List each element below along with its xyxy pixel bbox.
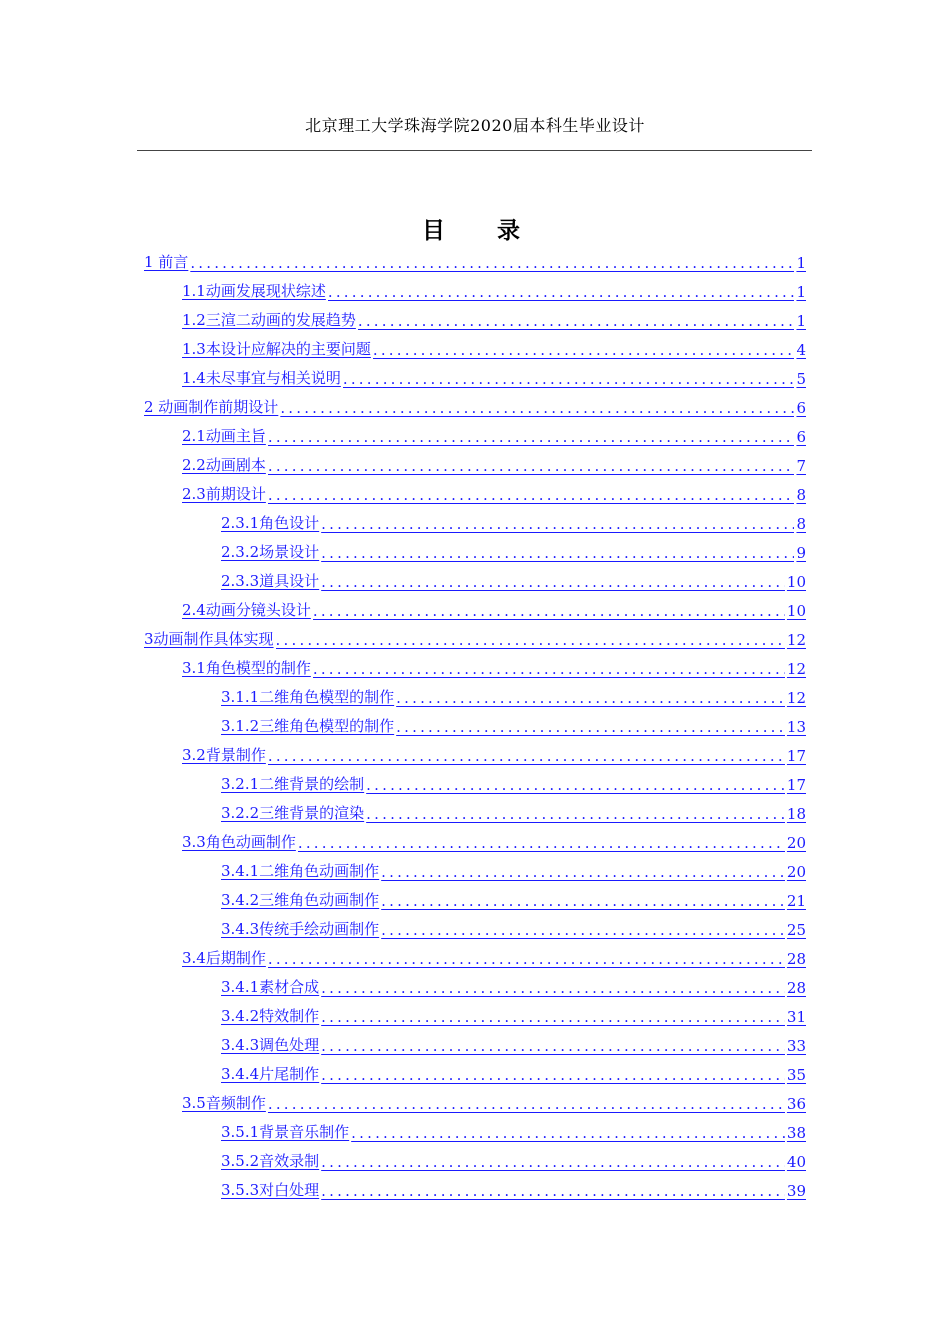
- toc-leader: [381, 863, 785, 881]
- toc-entry-page: 28: [786, 979, 806, 997]
- toc-leader: [268, 428, 795, 446]
- toc-entry-page: 9: [796, 544, 806, 562]
- toc-leader: [321, 1037, 785, 1055]
- toc-entry[interactable]: [182, 828, 806, 852]
- toc-entry-label: 3.5.1背景音乐制作: [221, 1123, 350, 1141]
- toc-entry[interactable]: [221, 1118, 806, 1142]
- toc-entry[interactable]: [182, 364, 806, 388]
- toc-entry-label: 3.4.2特效制作: [221, 1007, 320, 1025]
- toc-entry[interactable]: [182, 277, 806, 301]
- toc-entry-label: 3.5.3对白处理: [221, 1181, 320, 1199]
- toc-entry[interactable]: [221, 799, 806, 823]
- toc-leader: [268, 1095, 785, 1113]
- toc-entry-page: 10: [786, 602, 806, 620]
- toc-entry-label: 3.4.3调色处理: [221, 1036, 320, 1054]
- toc-entry-page: 17: [786, 776, 806, 794]
- toc-entry[interactable]: [182, 596, 806, 620]
- toc-leader: [373, 341, 795, 359]
- toc-entry[interactable]: [221, 857, 806, 881]
- toc-entry-page: 8: [796, 486, 806, 504]
- toc-entry[interactable]: [221, 683, 806, 707]
- toc-entry-page: 7: [796, 457, 806, 475]
- toc-entry-label: 2.3.3道具设计: [221, 572, 320, 590]
- toc-entry[interactable]: [182, 422, 806, 446]
- toc-entry-label: 3.2.2三维背景的渲染: [221, 804, 365, 822]
- toc-leader: [298, 834, 785, 852]
- page-title: 目 录: [421, 217, 542, 244]
- toc-entry-page: 38: [786, 1124, 806, 1142]
- toc-leader: [396, 689, 785, 707]
- toc-entry-label: 3.4后期制作: [182, 949, 266, 967]
- toc-entry[interactable]: [221, 973, 806, 997]
- toc-entry-page: 31: [786, 1008, 806, 1026]
- toc-entry-page: 12: [786, 660, 806, 678]
- toc-entry-page: 36: [786, 1095, 806, 1113]
- toc-entry-page: 10: [786, 573, 806, 591]
- toc-entry[interactable]: [182, 741, 806, 765]
- toc-entry-page: 4: [796, 341, 806, 359]
- toc-entry-label: 3.5.2音效录制: [221, 1152, 320, 1170]
- toc-entry-page: 21: [786, 892, 806, 910]
- toc-entry-page: 12: [786, 689, 806, 707]
- toc-leader: [313, 660, 785, 678]
- toc-entry[interactable]: [182, 335, 806, 359]
- toc-entry-label: 3.2背景制作: [182, 746, 266, 764]
- toc-leader: [321, 1182, 785, 1200]
- toc-entry-page: 25: [786, 921, 806, 939]
- toc-leader: [190, 254, 794, 272]
- toc-entry[interactable]: [144, 393, 806, 417]
- toc-entry-label: 1.2三渲二动画的发展趋势: [182, 311, 356, 329]
- toc-entry-page: 28: [786, 950, 806, 968]
- toc-entry-label: 3.1.1二维角色模型的制作: [221, 688, 395, 706]
- toc-entry-page: 8: [796, 515, 806, 533]
- toc-entry-label: 3.1角色模型的制作: [182, 659, 311, 677]
- toc-leader: [321, 1066, 785, 1084]
- toc-entry-page: 13: [786, 718, 806, 736]
- toc-entry-page: 35: [786, 1066, 806, 1084]
- toc-entry-label: 3.2.1二维背景的绘制: [221, 775, 365, 793]
- toc-leader: [321, 573, 785, 591]
- toc-entry-page: 1: [796, 312, 806, 330]
- toc-leader: [396, 718, 785, 736]
- toc-entry[interactable]: [221, 538, 806, 562]
- toc-entry-page: 17: [786, 747, 806, 765]
- header-divider: [137, 150, 812, 151]
- toc-entry[interactable]: [221, 886, 806, 910]
- toc-entry-page: 18: [786, 805, 806, 823]
- toc-entry-label: 3.4.2三维角色动画制作: [221, 891, 380, 909]
- toc-entry[interactable]: [221, 712, 806, 736]
- toc-entry[interactable]: [221, 770, 806, 794]
- toc-leader: [321, 515, 794, 533]
- toc-entry[interactable]: [182, 306, 806, 330]
- toc-entry-page: 20: [786, 834, 806, 852]
- toc-entry[interactable]: [221, 1002, 806, 1026]
- toc-leader: [268, 486, 795, 504]
- toc-entry-label: 2.3前期设计: [182, 485, 266, 503]
- toc-leader: [321, 1153, 785, 1171]
- toc-leader: [276, 631, 785, 649]
- toc-entry-label: 2 动画制作前期设计: [144, 398, 279, 416]
- toc-entry-page: 20: [786, 863, 806, 881]
- toc-leader: [366, 805, 785, 823]
- toc-entry-label: 2.4动画分镜头设计: [182, 601, 311, 619]
- toc-entry[interactable]: [221, 915, 806, 939]
- toc-entry[interactable]: [221, 1147, 806, 1171]
- toc-entry-label: 3.4.1素材合成: [221, 978, 320, 996]
- toc-entry-label: 1.1动画发展现状综述: [182, 282, 326, 300]
- toc-leader: [321, 979, 785, 997]
- toc-entry-label: 3.4.3传统手绘动画制作: [221, 920, 380, 938]
- toc-entry-label: 2.2动画剧本: [182, 456, 266, 474]
- toc-entry-page: 5: [796, 370, 806, 388]
- toc-entry-page: 33: [786, 1037, 806, 1055]
- toc-leader: [268, 950, 785, 968]
- toc-entry[interactable]: [221, 1176, 806, 1200]
- toc-entry-label: 1.4未尽事宜与相关说明: [182, 369, 341, 387]
- toc-entry[interactable]: [221, 1031, 806, 1055]
- toc-entry[interactable]: [221, 509, 806, 533]
- toc-entry[interactable]: [144, 625, 806, 649]
- toc-entry-label: 3.5音频制作: [182, 1094, 266, 1112]
- toc-entry[interactable]: [182, 1089, 806, 1113]
- toc-entry-label: 2.1动画主旨: [182, 427, 266, 445]
- toc-leader: [381, 921, 785, 939]
- toc-entry-page: 1: [796, 254, 806, 272]
- toc-entry-page: 39: [786, 1182, 806, 1200]
- toc-leader: [351, 1124, 785, 1142]
- toc-entry-label: 2.3.1角色设计: [221, 514, 320, 532]
- toc-leader: [268, 747, 785, 765]
- toc-leader: [313, 602, 785, 620]
- toc-entry[interactable]: [182, 480, 806, 504]
- toc-entry-page: 12: [786, 631, 806, 649]
- toc-leader: [328, 283, 795, 301]
- toc-leader: [381, 892, 785, 910]
- toc-leader: [343, 370, 795, 388]
- toc-entry[interactable]: [182, 944, 806, 968]
- toc-entry-label: 3.1.2三维角色模型的制作: [221, 717, 395, 735]
- toc-entry-label: 3动画制作具体实现: [144, 630, 274, 648]
- toc-entry-label: 1.3本设计应解决的主要问题: [182, 340, 371, 358]
- toc-entry-page: 40: [786, 1153, 806, 1171]
- toc-entry-page: 6: [796, 428, 806, 446]
- toc-entry-label: 3.4.4片尾制作: [221, 1065, 320, 1083]
- toc-leader: [280, 399, 794, 417]
- toc-entry[interactable]: [144, 248, 806, 272]
- toc-leader: [366, 776, 785, 794]
- toc-entry-page: 1: [796, 283, 806, 301]
- page-header: 北京理工大学珠海学院2020届本科生毕业设计: [305, 116, 645, 135]
- toc-leader: [321, 1008, 785, 1026]
- toc-leader: [268, 457, 795, 475]
- toc-entry[interactable]: [182, 654, 806, 678]
- toc-leader: [358, 312, 795, 330]
- toc-entry-label: 3.4.1二维角色动画制作: [221, 862, 380, 880]
- toc-entry[interactable]: [221, 567, 806, 591]
- toc-entry-page: 6: [796, 399, 806, 417]
- toc-leader: [321, 544, 794, 562]
- toc-entry-label: 3.3角色动画制作: [182, 833, 296, 851]
- toc-entry-label: 2.3.2场景设计: [221, 543, 320, 561]
- toc-entry-label: 1 前言: [144, 253, 189, 271]
- toc-entry[interactable]: [182, 451, 806, 475]
- toc-entry[interactable]: [221, 1060, 806, 1084]
